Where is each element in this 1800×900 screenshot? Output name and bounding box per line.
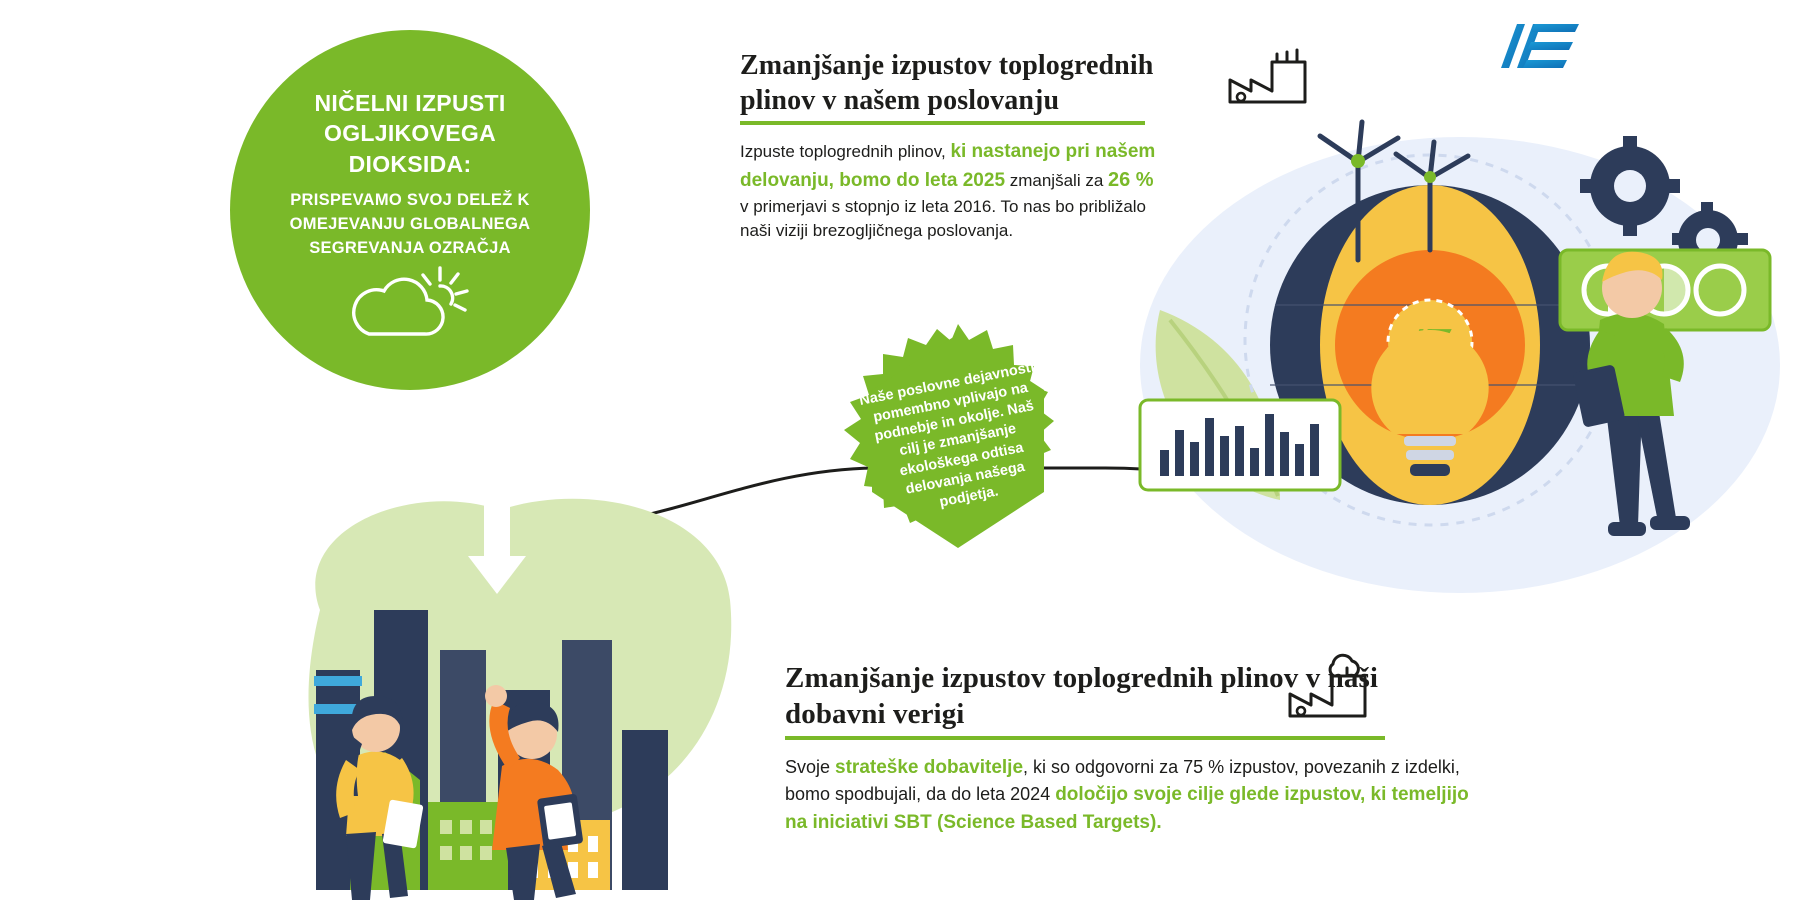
hero-circle — [230, 30, 590, 390]
factory-icon — [1225, 40, 1310, 110]
supply-text-2: strateške dobavitelje — [835, 756, 1024, 778]
ops-text-2: ki nastanejo pri našem delovanju, bomo do leta 2025 — [740, 141, 1156, 191]
badge-text: Naše poslovne dejavnosti pomembno vplivajo na podnebje in okolje. Naš cilj je zmanjšanje ekološkega odtisa delovanja našega podjetja. — [858, 359, 1036, 511]
ops-text-1: Izpuste toplogrednih plinov, — [740, 142, 951, 161]
hero-title: NIČELNI IZPUSTI OGLJIKOVEGA DIOKSIDA: — [314, 90, 506, 177]
section-operations-body — [740, 139, 1160, 243]
section-supply-chain — [785, 660, 1475, 836]
section-operations-heading: Zmanjšanje izpustov toplogrednih plinov v našem poslovanju — [740, 50, 1154, 116]
section-supply-chain-heading: Zmanjšanje izpustov toplogrednih plinov v naši dobavni verigi — [785, 662, 1379, 731]
supply-text-4: določijo svoje cilje glede izpustov, ki temeljijo na iniciativi SBT (Science Based Targets). — [785, 784, 1469, 833]
factory-cloud-icon — [1285, 650, 1370, 722]
hero-subtitle: PRISPEVAMO SVOJ DELEŽ K OMEJEVANJU GLOBALNEGA SEGREVANJA OZRAČJA — [289, 191, 531, 257]
city-people-illustration — [290, 490, 750, 900]
section-supply-chain-rule — [785, 736, 1385, 740]
section-supply-chain-body — [785, 754, 1475, 837]
supply-text-1: Svoje — [785, 756, 836, 777]
section-operations — [740, 48, 1160, 243]
ops-text-5: v primerjavi s stopnjo iz leta 2016. To nas bo približalo naši viziji brezogljičnega poslovanja. — [740, 196, 1147, 241]
ops-text-4: 26 % — [1108, 168, 1154, 191]
company-logo — [1495, 18, 1585, 78]
supply-text-3: , ki so odgovorni za 75 % izpustov, povezanih z izdelki, bomo spodbujali, da do leta 2024 — [785, 756, 1460, 805]
section-operations-rule — [740, 121, 1145, 125]
globe-lightbulb-illustration — [1130, 130, 1790, 600]
badge-starburst — [838, 320, 1078, 560]
ops-text-3: zmanjšali za — [1005, 170, 1108, 190]
cloud-sun-icon — [345, 260, 475, 350]
